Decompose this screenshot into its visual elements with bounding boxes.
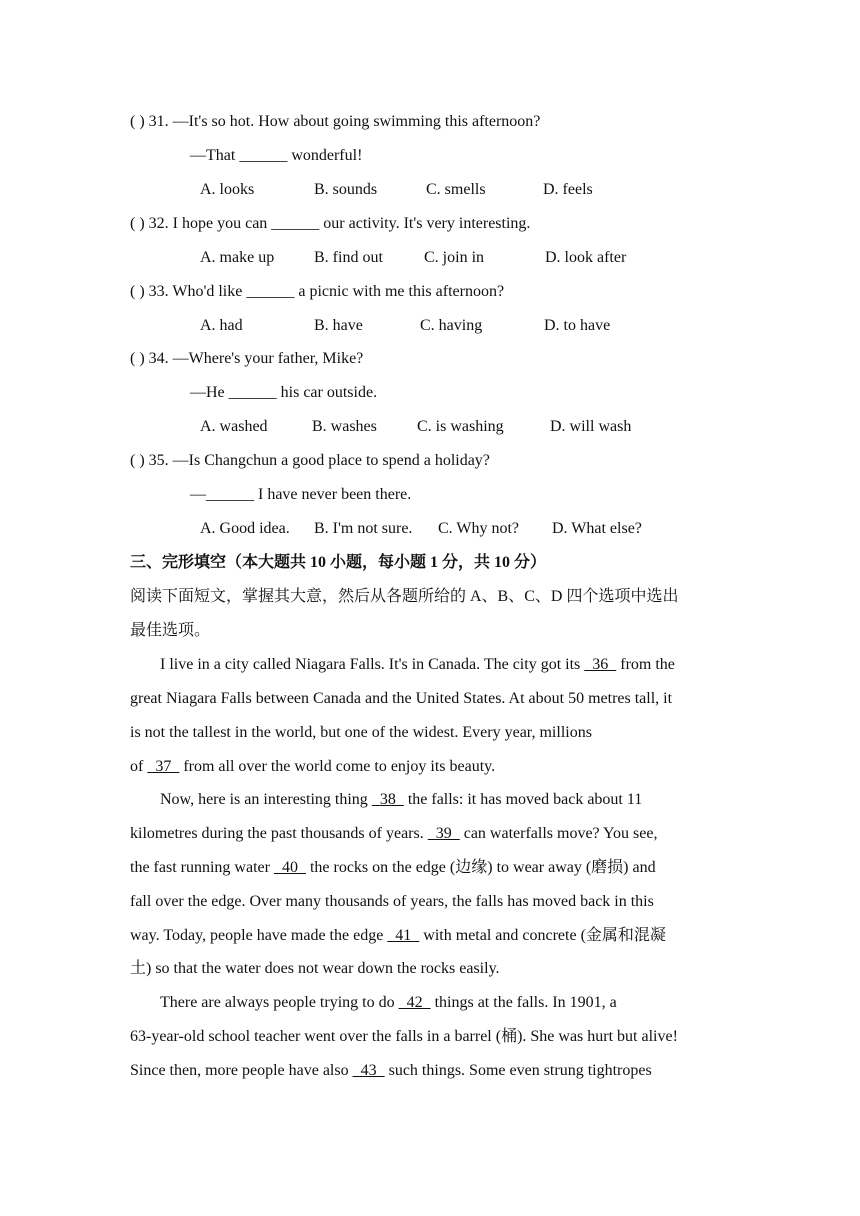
option-b: B. I'm not sure. [314,520,413,537]
blank-36: 36 [584,656,617,673]
passage-text: of [130,758,148,775]
question-31-reply: —That ______ wonderful! [190,147,363,164]
question-35-options [200,512,720,546]
option-b: B. have [314,317,363,334]
question-33-options [200,309,700,343]
blank-39: 39 [427,825,460,842]
blank-41: 41 [387,927,420,944]
question-34-reply: —He ______ his car outside. [190,384,378,401]
section-title: 三、完形填空（本大题共 10 小题，每小题 1 分，共 10 分） [130,554,547,571]
option-b: B. sounds [314,181,378,198]
option-d: D. look after [545,249,627,266]
question-31-options [200,173,700,207]
blank-43: 43 [352,1062,385,1079]
passage-text: There are always people trying to do [160,994,399,1011]
option-b: B. find out [314,249,383,266]
question-35-reply: —______ I have never been there. [190,486,412,503]
passage-text: way. Today, people have made the edge [130,927,388,944]
passage-text: Since then, more people have also [130,1062,353,1079]
passage-line: 土) so that the water does not wear down the rocks easily. [130,960,500,977]
passage-text: Now, here is an interesting thing [160,791,372,808]
passage-line [160,783,642,817]
option-a: A. make up [200,249,275,266]
passage-text: things at the falls. In 1901, a [430,994,617,1011]
blank-38: 38 [371,791,404,808]
passage-line [160,986,617,1020]
option-b: B. washes [312,418,377,435]
option-a: A. had [200,317,243,334]
question-34-stem: ( ) 34. —Where's your father, Mike? [130,350,364,367]
passage-line: 63-year-old school teacher went over the falls in a barrel (桶). She was hurt but alive! [130,1028,678,1045]
passage-line: is not the tallest in the world, but one of the widest. Every year, millions [130,724,592,741]
question-35-stem: ( ) 35. —Is Changchun a good place to spend a holiday? [130,452,490,469]
passage-line: fall over the edge. Over many thousands of years, the falls has moved back in this [130,893,654,910]
passage-line [130,851,656,885]
passage-text: the falls: it has moved back about 11 [403,791,643,808]
blank-37: 37 [147,758,180,775]
option-d: D. feels [543,181,593,198]
blank-42: 42 [398,994,431,1011]
option-a: A. washed [200,418,268,435]
passage-text: from all over the world come to enjoy its beauty. [179,758,496,775]
section-instruction: 最佳选项。 [130,622,211,639]
passage-line: great Niagara Falls between Canada and the United States. At about 50 metres tall, it [130,690,673,707]
passage-text: with metal and concrete (金属和混凝 [419,927,666,944]
passage-text: I live in a city called Niagara Falls. It's in Canada. The city got its [160,656,585,673]
passage-line [130,817,657,851]
option-a: A. looks [200,181,255,198]
option-c: C. smells [426,181,486,198]
option-c: C. join in [424,249,485,266]
option-c: C. having [420,317,483,334]
passage-text: the fast running water [130,859,274,876]
question-31-stem: ( ) 31. —It's so hot. How about going swimming this afternoon? [130,113,541,130]
question-33-stem: ( ) 33. Who'd like ______ a picnic with me this afternoon? [130,283,505,300]
passage-text: kilometres during the past thousands of years. [130,825,428,842]
passage-line [160,648,675,682]
option-c: C. Why not? [438,520,520,537]
option-d: D. What else? [552,520,642,537]
section-instruction: 阅读下面短文，掌握其大意，然后从各题所给的 A、B、C、D 四个选项中选出 [130,588,679,605]
passage-text: can waterfalls move? You see, [459,825,658,842]
passage-line [130,750,495,784]
passage-text: such things. Some even strung tightropes [384,1062,652,1079]
option-a: A. Good idea. [200,520,290,537]
option-d: D. to have [544,317,611,334]
question-32-stem: ( ) 32. I hope you can ______ our activity. It's very interesting. [130,215,531,232]
option-d: D. will wash [550,418,632,435]
option-c: C. is washing [417,418,504,435]
question-34-options [200,410,700,444]
passage-text: from the [616,656,675,673]
passage-text: the rocks on the edge (边缘) to wear away (磨损) and [305,859,656,876]
blank-40: 40 [273,859,306,876]
passage-line [130,1054,652,1088]
passage-line [130,919,666,953]
question-32-options [200,241,700,275]
